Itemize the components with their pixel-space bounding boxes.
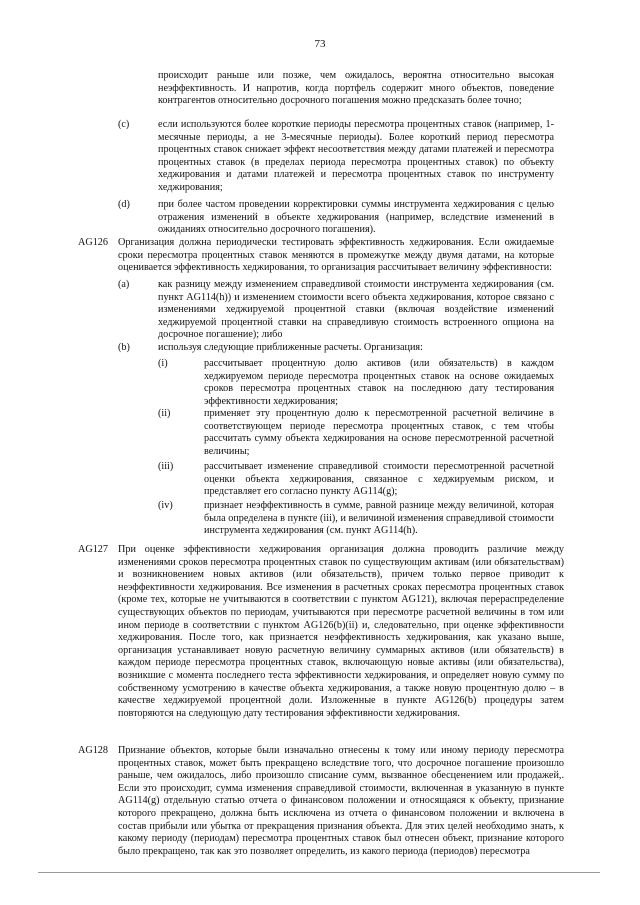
ag126-a-text: как разницу между изменением справедливой стоимости инструмента хеджирования (см. пункт AG114(h)) и изменением стоимости всего объекта хеджирования, которое связано с изменениями хеджируемой процентной ставки (включая воздействие изменений хеджируемой процентной ставки на справедливую стоимость встроенного опциона на досрочное погашение); либо (158, 279, 554, 341)
intro-paragraph: происходит раньше или позже, чем ожидалось, вероятна относительно высокая неэффективность. И напротив, когда портфель содержит много объектов, поведение контрагентов относительно досрочного погашения можно предсказать более точно; (158, 70, 554, 107)
sub-ii-label: (ii) (158, 408, 171, 419)
sub-iv-label: (iv) (158, 500, 173, 511)
sub-i-text: рассчитывает процентную долю активов (или обязательств) в каждом хеджируемом периоде пересмотра процентных ставок на основе ожидаемых сроков пересмотра процентных ставок на последнюю дату тестирования эффективности хеджирования; (204, 358, 554, 407)
ag126-b-text: используя следующие приближенные расчеты. Организация: (158, 342, 423, 353)
ag126-b-label: (b) (118, 342, 130, 353)
page-number: 73 (314, 38, 326, 50)
item-c-text: если используются более короткие периоды пересмотра процентных ставок (например, 1-месячные периоды, а не 3-месячные периоды). Более короткий период пересмотра процентных ставок снижает эффект несоответствия между датами платежей и пересмотра процентных ставок (в пределах периода пересмотра процентных ставок) по объекту хеджирования и датами платежей и пересмотра процентных ставок по инструменту хеджирования; (158, 119, 554, 193)
sub-i-label: (i) (158, 358, 168, 369)
ag128-text: Признание объектов, которые были изначально отнесены к тому или иному периоду пересмотра процентных ставок, может быть прекращено вследствие того, что досрочное погашение произошло раньше, чем ожидалось, либо произошло списание сумм, вызванное обесценением или продажей,. Если это происходит, сумма изменения справедливой стоимости, включенная в указанную в пункте AG114(g) отдельную статью отчета о финансовом положении и относящаяся к объекту, признание которого прекращено, должна быть исключена из отчета о финансовом положении и включена в состав прибыли или убытка от прекращения признания объекта. Для этих целей необходимо знать, к какому периоду (периодам) пересмотра процентных ставок был отнесен объект, признание которого было прекращено, так как это позволяет определить, из какого периода (периодов) пересмотра (118, 745, 564, 857)
sub-iii-label: (iii) (158, 461, 174, 472)
sub-iii-text: рассчитывает изменение справедливой стоимости пересмотренной расчетной оценки объекта хеджирования, связанное с хеджируемым риском, и представляет его согласно пункту AG114(g); (204, 461, 554, 498)
item-d-text: при более частом проведении корректировки суммы инструмента хеджирования с целью отражения изменений в объекте хеджирования (например, вследствие изменений в ожиданиях относительно досрочного погашения). (158, 199, 554, 236)
ag127-text: При оценке эффективности хеджирования организация должна проводить различие между изменениями сроков пересмотра процентных ставок по существующим активам (или обязательствам) и возникновением новых активов (или обязательств), причем только первое приводит к неэффективности хеджирования. Все изменения в расчетных сроках пересмотра процентных ставок (кроме тех, которые не учитываются в соответствии с пунктом AG121), включая перераспределение существующих объектов по периодам, учитываются при пересмотре расчетной величины в том или ином периоде в соответствии с пунктом AG126(b)(ii) и, следовательно, при оценке эффективности хеджирования. После того, как признается неэффективность хеджирования, как указано выше, организация устанавливает новую расчетную величину суммарных активов (или обязательств) в каждом периоде пересмотра процентных ставок, включающую новые активы (или обязательства), возникшие с момента последнего теста эффективности хеджирования, и определяет новую сумму по собственному усмотрению в качестве объекта хеджирования, а также новую процентную долю – в качестве хеджируемой процентной доли. Изложенные в пункте AG126(b) процедуры затем повторяются на следующую дату тестирования эффективности хеджирования. (118, 544, 564, 719)
ag126-a-label: (a) (118, 279, 130, 290)
item-c-label: (c) (118, 119, 130, 130)
ag128-label: AG128 (78, 745, 108, 756)
ag126-label: AG126 (78, 237, 108, 248)
scan-edge-line (38, 872, 600, 873)
item-d-label: (d) (118, 199, 130, 210)
ag126-text: Организация должна периодически тестировать эффективность хеджирования. Если ожидаемые сроки пересмотра процентных ставок меняются в промежутке между двумя датами, на которые оценивается эффективность хеджирования, то организация рассчитывает величину эффективности: (118, 237, 554, 274)
sub-ii-text: применяет эту процентную долю к пересмотренной расчетной величине в соответствующем периоде пересмотра процентных ставок, с тем чтобы рассчитать сумму объекта хеджирования на основе пересмотренной расчетной величины; (204, 408, 554, 457)
ag127-label: AG127 (78, 544, 108, 555)
sub-iv-text: признает неэффективность в сумме, равной разнице между величиной, которая была определена в пункте (iii), и величиной изменения справедливой стоимости инструмента хеджирования (см. пункт AG114(h). (204, 500, 554, 537)
